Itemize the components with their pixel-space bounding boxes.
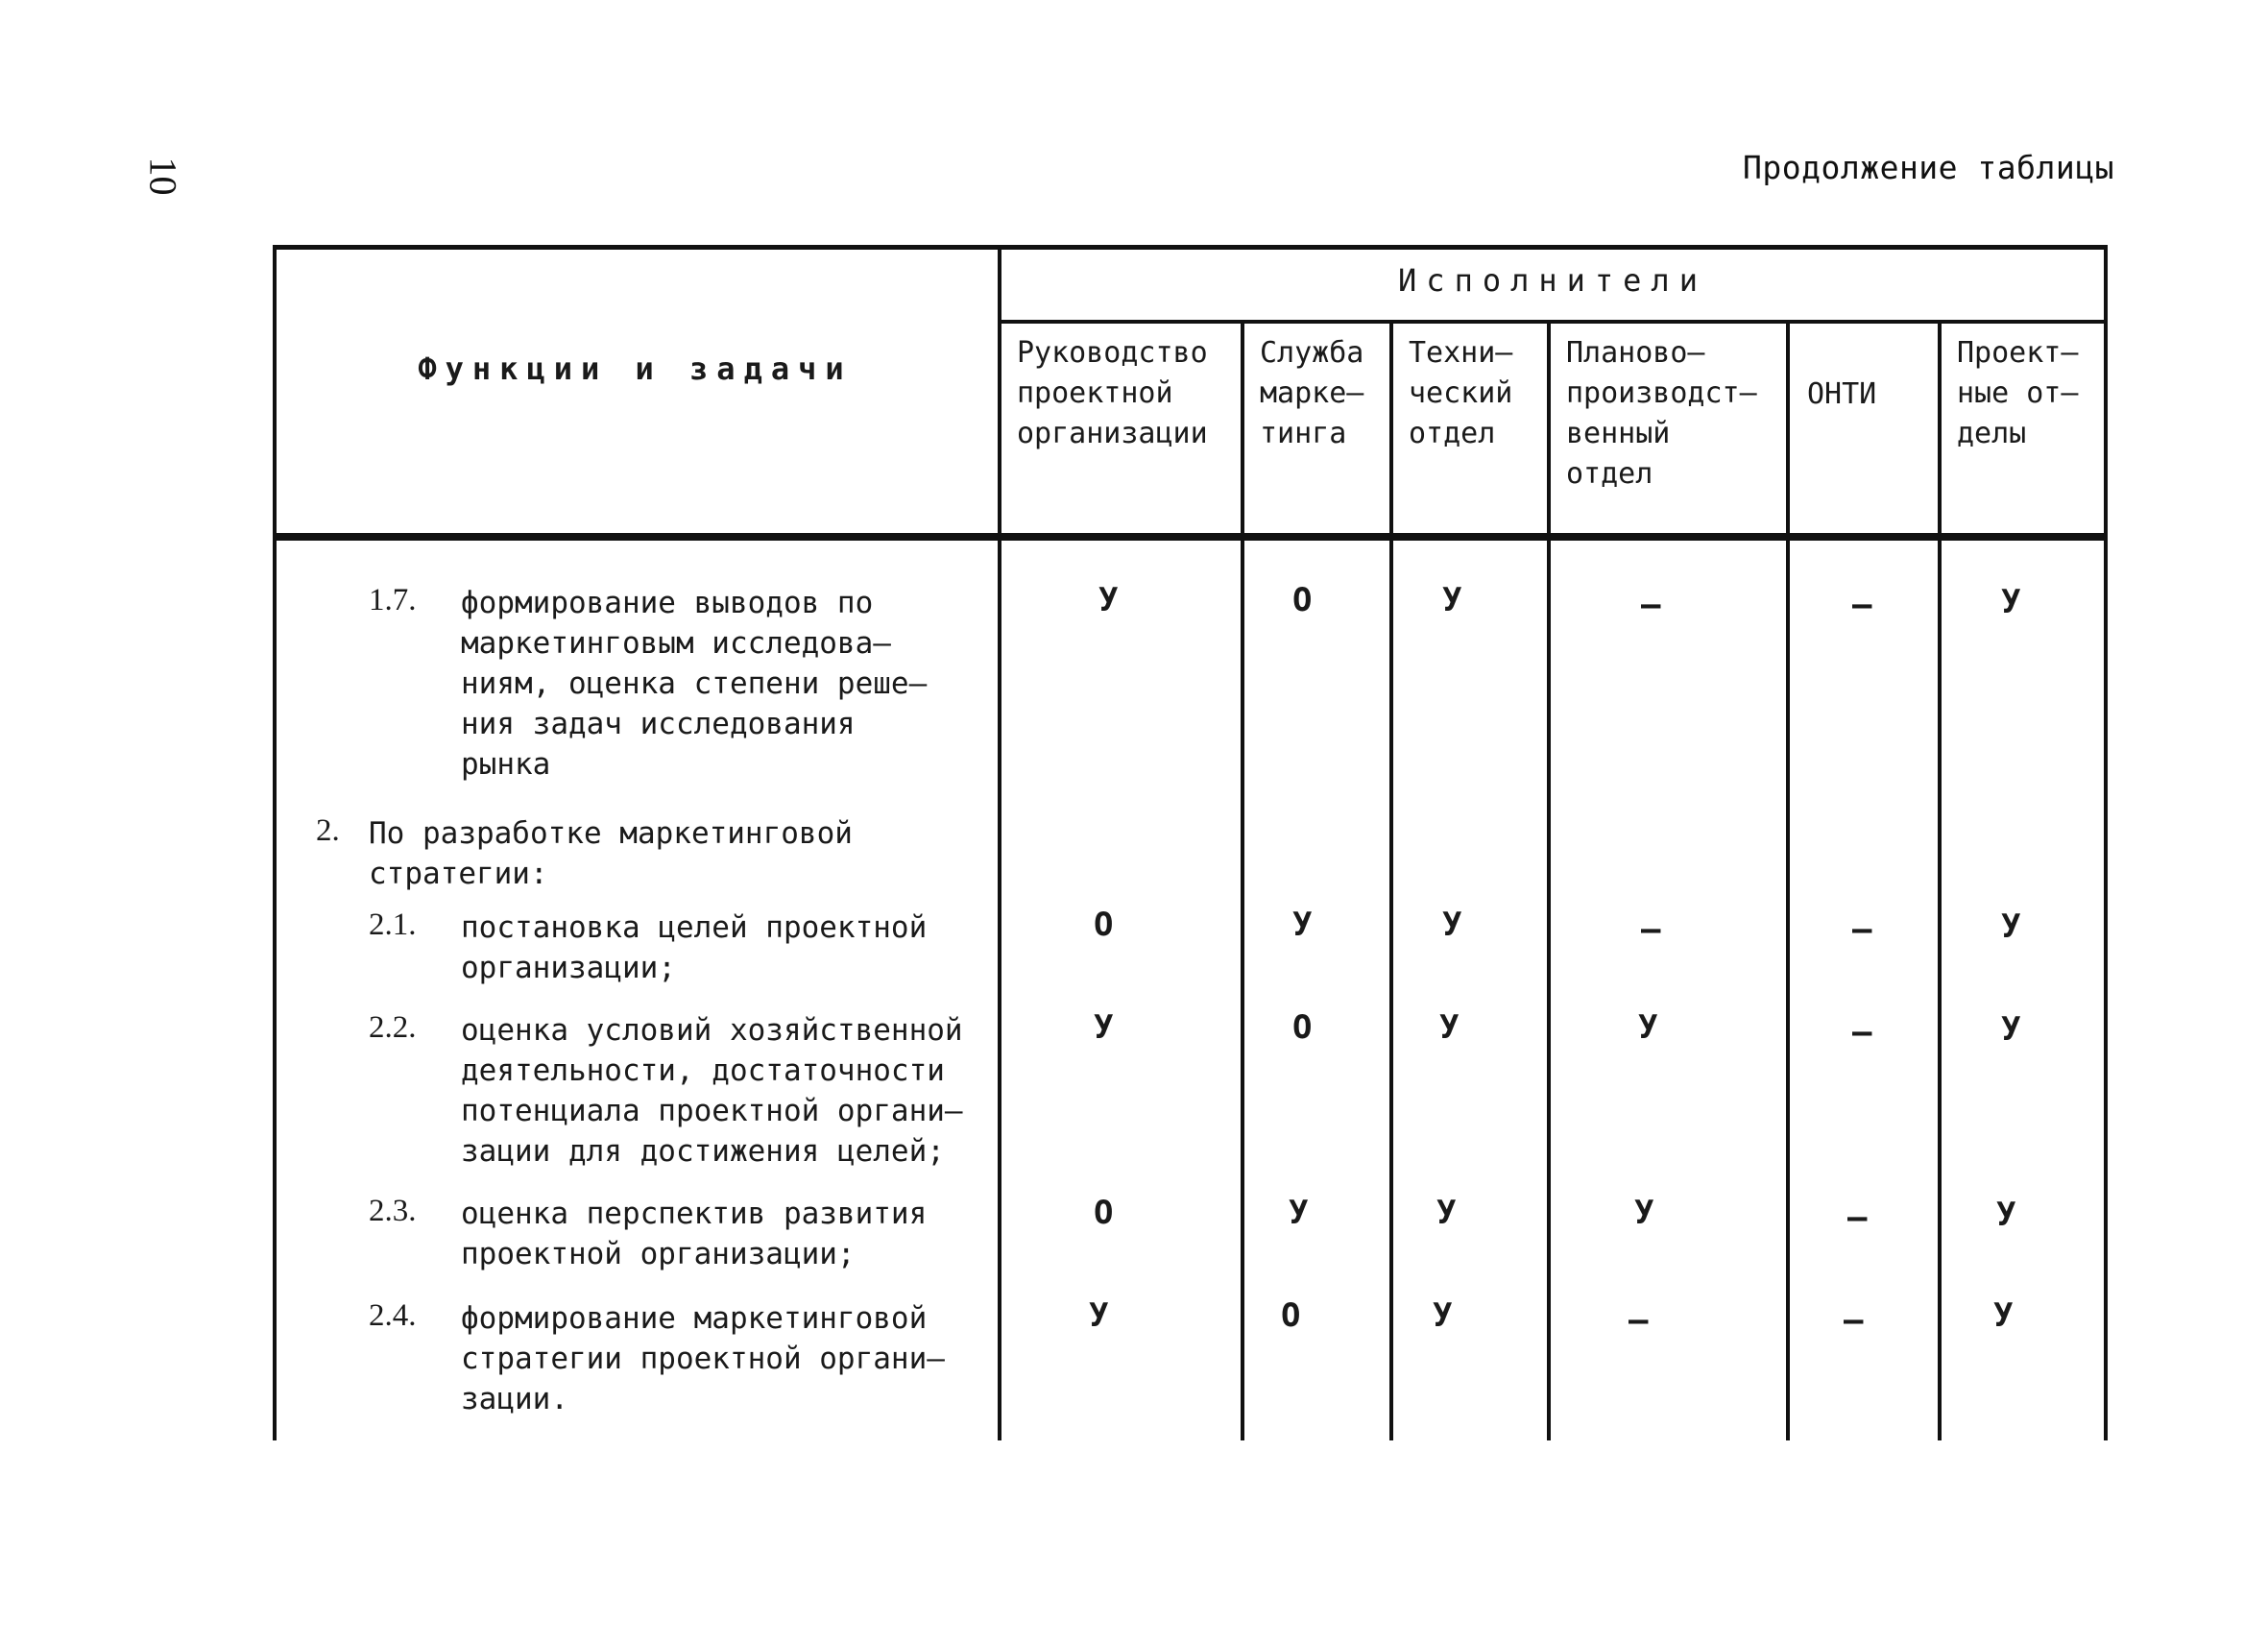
mark-planning: – [1641,586,1661,624]
row-text: оценка перспектив развития проектной организации; [461,1197,928,1271]
mark-technical: У [1433,1296,1453,1335]
mark-planning: – [1641,910,1661,949]
col-divider-3 [1389,322,1393,1440]
table-right-border [2104,245,2108,1440]
col-divider-6 [1938,322,1942,1440]
mark-onti: – [1852,910,1872,949]
row-number: 2.4. [369,1298,417,1333]
row-number: 2.1. [369,907,417,942]
mark-marketing: У [1292,906,1313,944]
row-number: 2.2. [369,1010,417,1045]
mark-onti: – [1852,1013,1872,1052]
mark-marketing: О [1292,1008,1313,1047]
row-number: 1.7. [369,583,417,617]
table-top-border [273,245,2108,250]
col-head-technical: Техни– ческий отдел [1409,336,1513,450]
functions-table [273,245,2108,1440]
mark-marketing: О [1292,581,1313,619]
mark-technical: У [1442,581,1462,619]
row-text: формирование выводов по маркетинговым исследова– ниям, оценка степени реше– ния задач исследования рынка [461,586,928,782]
col-divider-2 [1241,322,1244,1440]
header-bottom-border [273,533,2108,541]
continuation-label: Продолжение таблицы [1743,149,2114,186]
mark-design: У [1996,1196,2016,1234]
mark-marketing: О [1281,1296,1301,1335]
mark-planning: – [1629,1301,1649,1340]
row-text: оценка условий хозяйственной деятельности, достаточности потенциала проектной органи– зации для достижения целей; [461,1013,963,1169]
mark-design: У [2001,907,2021,946]
col-head-management: Руководство проектной организации [1017,336,1208,450]
mark-marketing: У [1289,1194,1309,1232]
col-head-marketing: Служба марке– тинга [1260,336,1364,450]
mark-technical: У [1439,1008,1460,1047]
mark-onti: – [1847,1198,1868,1237]
col-divider-4 [1547,322,1551,1440]
col-head-design: Проект– ные от– делы [1957,336,2079,450]
mark-onti: – [1852,586,1872,624]
mark-management: У [1098,581,1119,619]
functions-header: Функции и задачи [418,351,853,387]
row-text: формирование маркетинговой стратегии проектной органи– зации. [461,1301,945,1416]
mark-planning: У [1638,1008,1658,1047]
row-number: 2.3. [369,1194,417,1228]
executors-header: Исполнители [1398,262,1707,299]
mark-onti: – [1844,1301,1864,1340]
mark-management: О [1094,906,1114,944]
col-head-planning: Планово– производст– венный отдел [1566,336,1757,491]
col-divider-1 [998,245,1001,1440]
row-text: постановка целей проектной организации; [461,910,928,985]
mark-design: У [1993,1296,2014,1335]
col-divider-5 [1786,322,1790,1440]
row-number: 2. [316,813,340,848]
mark-planning: У [1634,1194,1654,1232]
mark-management: У [1089,1296,1109,1335]
row-text: По разработке маркетинговой стратегии: [369,816,853,891]
page-number: 10 [141,157,185,196]
mark-technical: У [1442,906,1462,944]
mark-management: О [1094,1194,1114,1232]
mark-technical: У [1436,1194,1457,1232]
table-left-border [273,245,277,1440]
mark-management: У [1094,1008,1114,1047]
col-head-onti: ОНТИ [1807,377,1877,411]
mark-design: У [2001,1010,2021,1049]
mark-design: У [2001,583,2021,621]
